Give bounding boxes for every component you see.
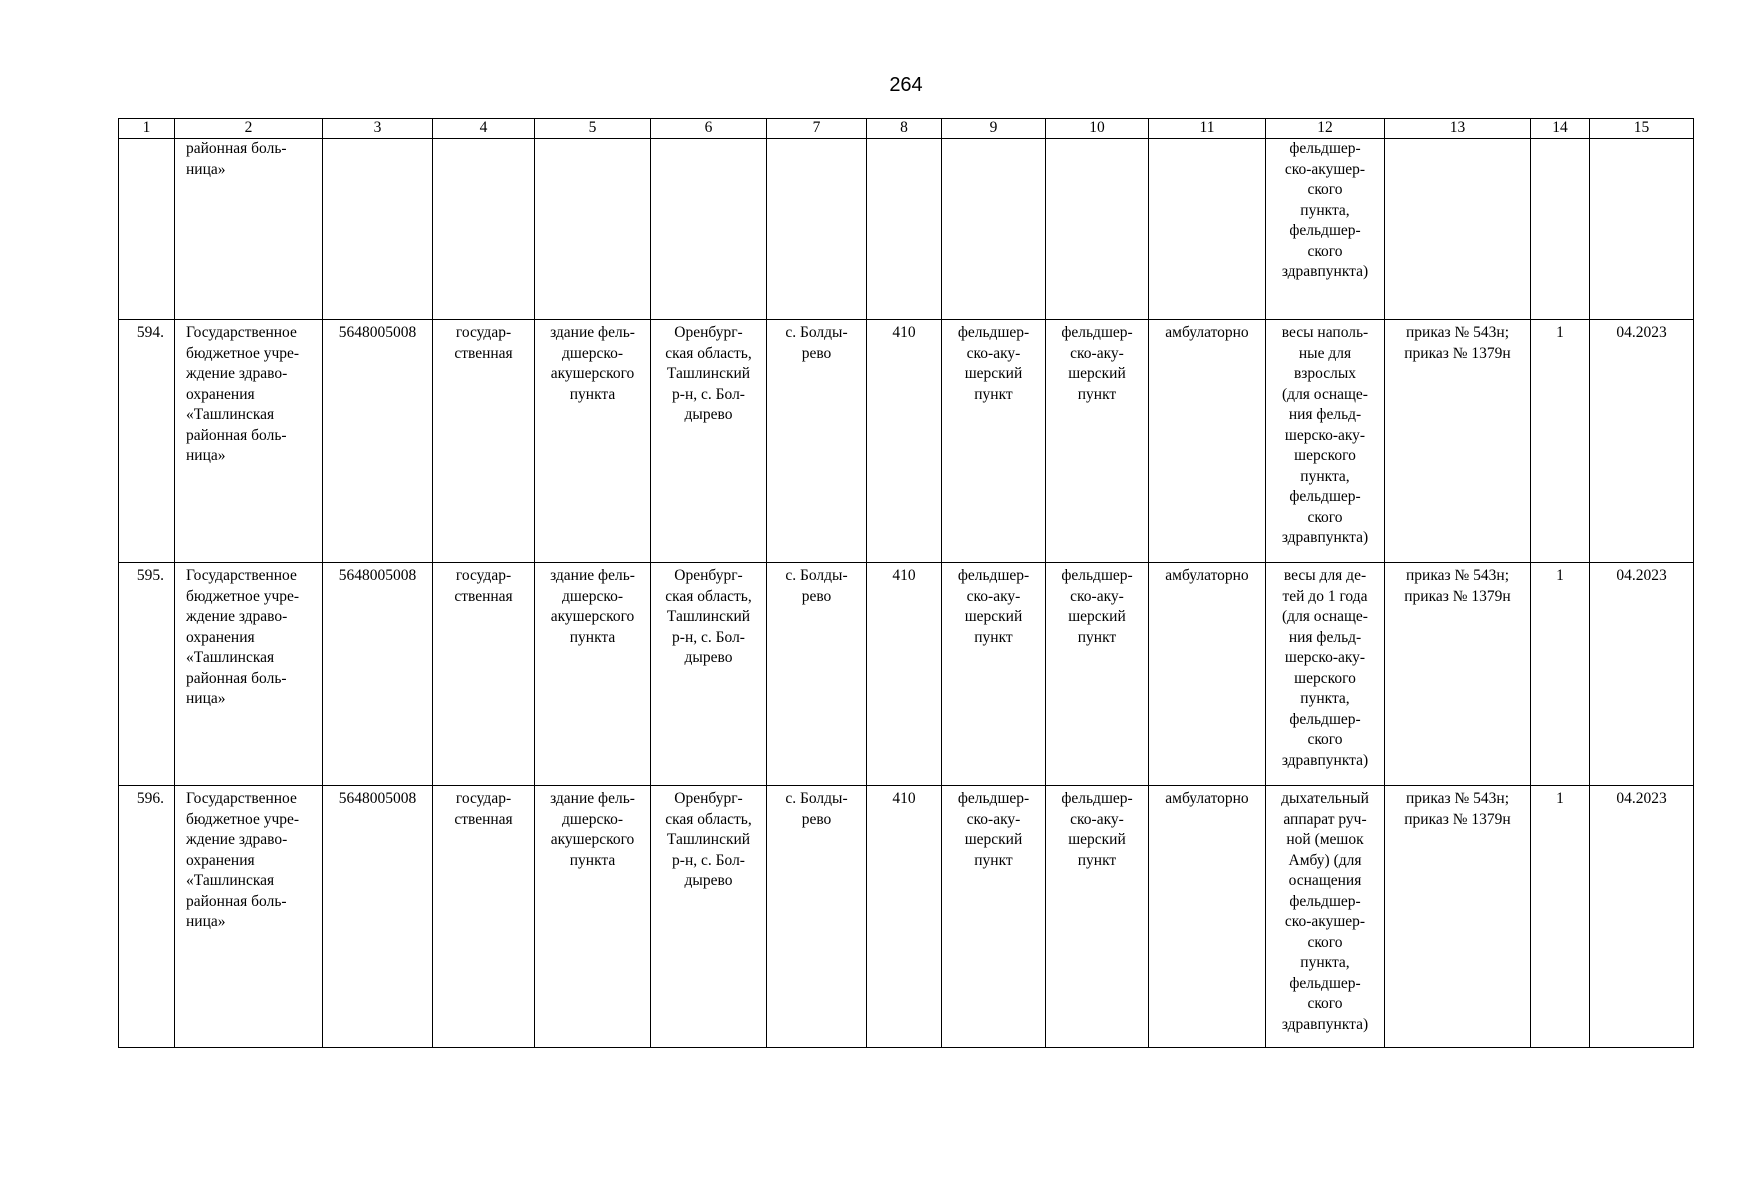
- column-header: 2: [175, 119, 323, 139]
- column-header: 8: [867, 119, 942, 139]
- table-cell: [1149, 139, 1266, 320]
- building-cell: здание фель- дшерско- акушерского пункта: [535, 786, 651, 1048]
- locality-cell: с. Болды- рево: [767, 786, 867, 1048]
- column-header: 1: [119, 119, 175, 139]
- equipment-cell: весы для де- тей до 1 года (для оснаще- ния фельд- шерско-аку- шерского пункта, фельдшер- ского здравпункта): [1266, 563, 1385, 786]
- table-cell: [767, 139, 867, 320]
- facility-type-cell: фельдшер- ско-аку- шерский пункт: [942, 320, 1046, 563]
- equipment-cell: фельдшер- ско-акушер- ского пункта, фельдшер- ского здравпункта): [1266, 139, 1385, 320]
- column-header: 5: [535, 119, 651, 139]
- column-header: 14: [1531, 119, 1590, 139]
- row-number: 594.: [119, 320, 175, 563]
- org-cell: Государственное бюджетное учре- ждение здраво- охранения «Ташлинская районная боль- ница»: [175, 786, 323, 1048]
- population-cell: 410: [867, 563, 942, 786]
- quantity-cell: 1: [1531, 320, 1590, 563]
- column-header: 6: [651, 119, 767, 139]
- column-header: 11: [1149, 119, 1266, 139]
- ownership-cell: государ- ственная: [433, 320, 535, 563]
- population-cell: 410: [867, 786, 942, 1048]
- inn-cell: 5648005008: [323, 563, 433, 786]
- locality-cell: с. Болды- рево: [767, 320, 867, 563]
- column-header: 9: [942, 119, 1046, 139]
- column-header: 12: [1266, 119, 1385, 139]
- table-cell: [651, 139, 767, 320]
- org-cell: Государственное бюджетное учре- ждение здраво- охранения «Ташлинская районная боль- ница»: [175, 320, 323, 563]
- table-cell: [535, 139, 651, 320]
- continuation-row: [119, 139, 1694, 320]
- orders-cell: приказ № 543н; приказ № 1379н: [1385, 320, 1531, 563]
- equipment-cell: весы наполь- ные для взрослых (для оснаще- ния фельд- шерско-аку- шерского пункта, фельдшер- ского здравпункта): [1266, 320, 1385, 563]
- ownership-cell: государ- ственная: [433, 563, 535, 786]
- inn-cell: 5648005008: [323, 786, 433, 1048]
- address-cell: Оренбург- ская область, Ташлинский р-н, с. Бол- дырево: [651, 320, 767, 563]
- care-form-cell: амбулаторно: [1149, 563, 1266, 786]
- quantity-cell: 1: [1531, 563, 1590, 786]
- column-header: 13: [1385, 119, 1531, 139]
- table-cell: [323, 139, 433, 320]
- table-row: [119, 563, 1694, 786]
- facility-type-cell: фельдшер- ско-аку- шерский пункт: [942, 563, 1046, 786]
- table-cell: [1385, 139, 1531, 320]
- population-cell: 410: [867, 320, 942, 563]
- care-form-cell: амбулаторно: [1149, 786, 1266, 1048]
- building-cell: здание фель- дшерско- акушерского пункта: [535, 320, 651, 563]
- register-table: [118, 118, 1694, 1048]
- quantity-cell: 1: [1531, 786, 1590, 1048]
- date-cell: 04.2023: [1590, 320, 1694, 563]
- table-cell: [1046, 139, 1149, 320]
- facility-type-cell: фельдшер- ско-аку- шерский пункт: [942, 786, 1046, 1048]
- table-cell: [1531, 139, 1590, 320]
- column-header: 3: [323, 119, 433, 139]
- ownership-cell: государ- ственная: [433, 786, 535, 1048]
- table-cell: [119, 139, 175, 320]
- column-header: 15: [1590, 119, 1694, 139]
- address-cell: Оренбург- ская область, Ташлинский р-н, с. Бол- дырево: [651, 563, 767, 786]
- row-number: 595.: [119, 563, 175, 786]
- orders-cell: приказ № 543н; приказ № 1379н: [1385, 786, 1531, 1048]
- header-row: [119, 119, 1694, 139]
- org-cell: районная боль- ница»: [175, 139, 323, 320]
- table-cell: [942, 139, 1046, 320]
- facility-type-cell: фельдшер- ско-аку- шерский пункт: [1046, 786, 1149, 1048]
- row-number: 596.: [119, 786, 175, 1048]
- date-cell: 04.2023: [1590, 786, 1694, 1048]
- building-cell: здание фель- дшерско- акушерского пункта: [535, 563, 651, 786]
- table-row: [119, 320, 1694, 563]
- table-cell: [433, 139, 535, 320]
- equipment-cell: дыхательный аппарат руч- ной (мешок Амбу) (для оснащения фельдшер- ско-акушер- ского пункта, фельдшер- ского здравпункта): [1266, 786, 1385, 1048]
- table-cell: [867, 139, 942, 320]
- page-number: 264: [889, 74, 923, 96]
- orders-cell: приказ № 543н; приказ № 1379н: [1385, 563, 1531, 786]
- inn-cell: 5648005008: [323, 320, 433, 563]
- org-cell: Государственное бюджетное учре- ждение здраво- охранения «Ташлинская районная боль- ница»: [175, 563, 323, 786]
- column-header: 4: [433, 119, 535, 139]
- table-row: [119, 786, 1694, 1048]
- care-form-cell: амбулаторно: [1149, 320, 1266, 563]
- column-header: 7: [767, 119, 867, 139]
- date-cell: 04.2023: [1590, 563, 1694, 786]
- facility-type-cell: фельдшер- ско-аку- шерский пункт: [1046, 320, 1149, 563]
- table-cell: [1590, 139, 1694, 320]
- locality-cell: с. Болды- рево: [767, 563, 867, 786]
- facility-type-cell: фельдшер- ско-аку- шерский пункт: [1046, 563, 1149, 786]
- column-header: 10: [1046, 119, 1149, 139]
- address-cell: Оренбург- ская область, Ташлинский р-н, с. Бол- дырево: [651, 786, 767, 1048]
